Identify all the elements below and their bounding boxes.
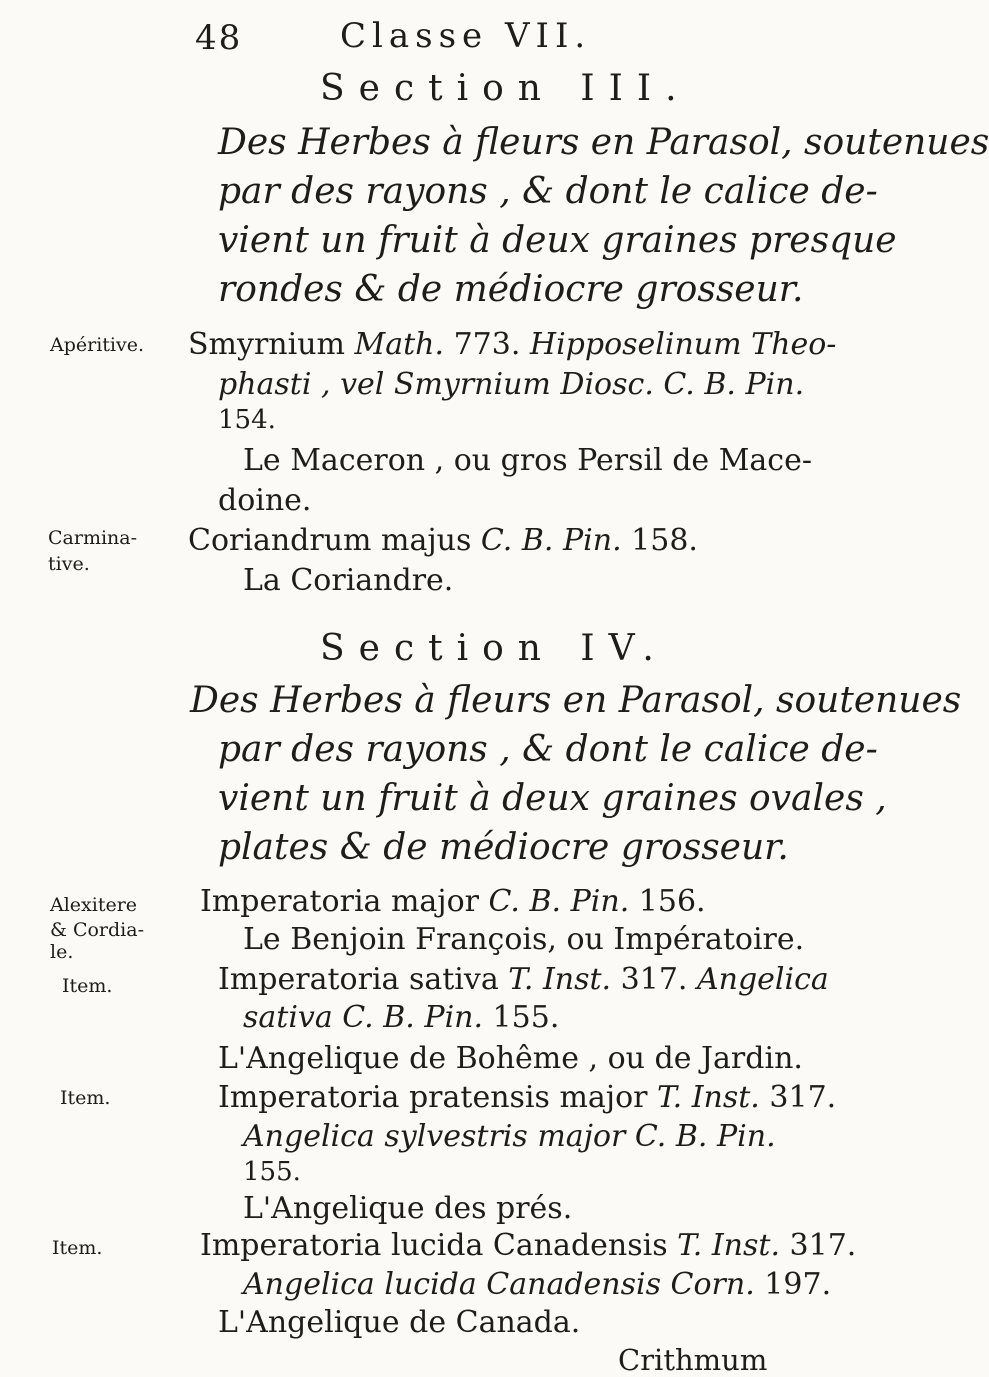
entry-line: Imperatoria lucida Canadensis T. Inst. 317. xyxy=(200,1228,857,1263)
entry-line: sativa C. B. Pin. 155. xyxy=(243,1000,560,1035)
margin-note: Alexitere xyxy=(50,894,138,916)
entry-line: Angelica lucida Canadensis Corn. 197. xyxy=(243,1267,832,1302)
entry-line: Le Benjoin François, ou Impératoire. xyxy=(243,922,805,957)
section-heading: Section IV. xyxy=(320,628,668,669)
entry-line: Imperatoria sativa T. Inst. 317. Angelica xyxy=(218,962,829,997)
margin-note: le. xyxy=(50,941,74,963)
section-description-line: vient un fruit à deux graines presque xyxy=(218,220,897,261)
running-title: Classe VII. xyxy=(340,16,592,56)
section-description-line: plates & de médiocre grosseur. xyxy=(218,827,789,868)
margin-note: tive. xyxy=(48,553,90,575)
entry-line: Angelica sylvestris major C. B. Pin. xyxy=(243,1119,776,1154)
catchword: Crithmum xyxy=(618,1343,768,1377)
entry-line: Coriandrum majus C. B. Pin. 158. xyxy=(188,523,698,558)
margin-note: & Cordia- xyxy=(50,919,144,941)
entry-line: Le Maceron , ou gros Persil de Mace- xyxy=(243,443,813,478)
entry-line: phasti , vel Smyrnium Diosc. C. B. Pin. xyxy=(218,367,805,402)
entry-line: 154. xyxy=(218,405,276,435)
entry-line: Smyrnium Math. 773. Hipposelinum Theo- xyxy=(188,327,837,362)
section-description-line: Des Herbes à fleurs en Parasol, soutenues xyxy=(190,680,962,721)
entry-line: 155. xyxy=(243,1157,301,1187)
entry-line: L'Angelique de Canada. xyxy=(218,1305,581,1340)
margin-note: Item. xyxy=(62,975,113,997)
margin-note: Carmina- xyxy=(48,527,138,549)
section-description-line: vient un fruit à deux graines ovales , xyxy=(218,778,887,819)
entry-line: L'Angelique de Bohême , ou de Jardin. xyxy=(218,1041,803,1076)
section-description-line: par des rayons , & dont le calice de- xyxy=(218,171,878,212)
section-description-line: Des Herbes à fleurs en Parasol, soutenues xyxy=(218,122,989,163)
page-number: 48 xyxy=(195,18,243,58)
entry-line: L'Angelique des prés. xyxy=(243,1191,573,1226)
entry-line: Imperatoria pratensis major T. Inst. 317. xyxy=(218,1080,837,1115)
entry-line: La Coriandre. xyxy=(243,563,454,598)
margin-note: Apéritive. xyxy=(50,334,145,356)
section-heading: Section III. xyxy=(320,68,691,109)
entry-line: Imperatoria major C. B. Pin. 156. xyxy=(200,884,706,919)
section-description-line: par des rayons , & dont le calice de- xyxy=(218,729,878,770)
margin-note: Item. xyxy=(52,1237,103,1259)
entry-line: doine. xyxy=(218,483,312,518)
section-description-line: rondes & de médiocre grosseur. xyxy=(218,269,804,310)
margin-note: Item. xyxy=(60,1087,111,1109)
